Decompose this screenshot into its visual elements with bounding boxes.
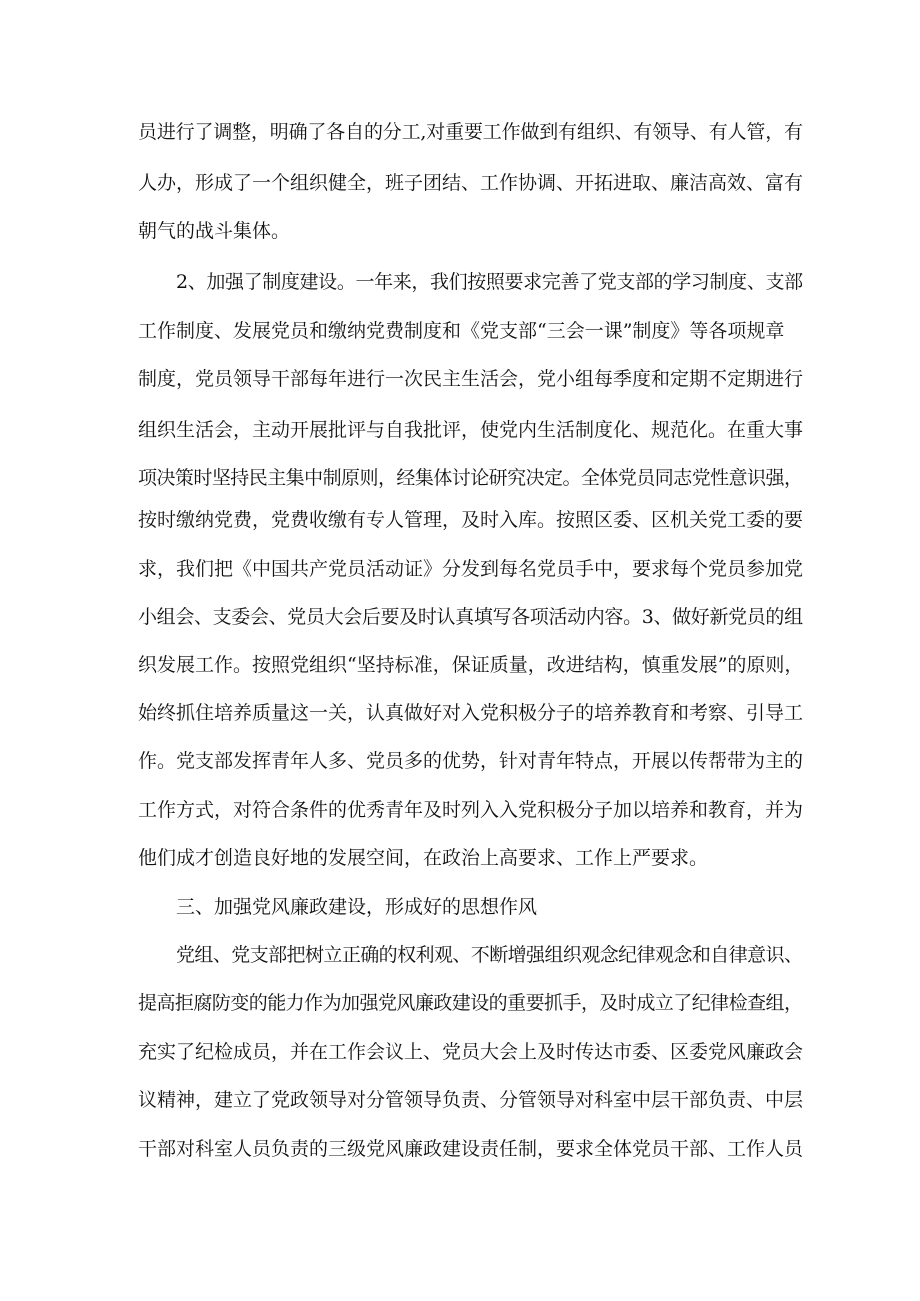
- text-line: 求，我们把《中国共产党员活动证》分发到每名党员手中，要求每个党员参加党: [138, 558, 804, 580]
- text-line: 小组会、支委会、党员大会后要及时认真填写各项活动内容。3、做好新党员的组: [138, 606, 803, 628]
- text-line: 项决策时坚持民主集中制原则，经集体讨论研究决定。全体党员同志党性意识强，: [138, 467, 803, 489]
- paragraph-heading-line: 2、加强了制度建设。一年来，我们按照要求完善了党支部的学习制度、支部: [176, 271, 803, 293]
- text-line: 织发展工作。按照党组织“坚持标准，保证质量，改进结构，慎重发展”的原则，: [138, 654, 804, 676]
- text-line: 提高拒腐防变的能力作为加强党风廉政建设的重要抓手，及时成立了纪律检查组，: [138, 992, 803, 1014]
- text-line: 他们成才创造良好地的发展空间，在政治上高要求、工作上严要求。: [138, 847, 709, 869]
- text-line: 作。党支部发挥青年人多、党员多的优势，针对青年特点，开展以传帮带为主的: [138, 750, 804, 772]
- text-line: 组织生活会，主动开展批评与自我批评，使党内生活制度化、规范化。在重大事: [138, 419, 804, 441]
- section-heading: 三、加强党风廉政建设，形成好的思想作风: [176, 896, 538, 918]
- paragraph-start-line: 党组、党支部把树立正确的权利观、不断增强组织观念纪律观念和自律意识、: [176, 944, 803, 966]
- text-line: 充实了纪检成员，并在工作会议上、党员大会上及时传达市委、区委党风廉政会: [138, 1041, 804, 1063]
- text-line: 制度，党员领导干部每年进行一次民主生活会，党小组每季度和定期不定期进行: [138, 368, 804, 390]
- text-line: 朝气的战斗集体。: [138, 220, 291, 242]
- text-line: 人办，形成了一个组织健全，班子团结、工作协调、开拓进取、廉洁高效、富有: [138, 172, 804, 194]
- text-line: 议精神，建立了党政领导对分管领导负责、分管领导对科室中层干部负责、中层: [138, 1089, 804, 1111]
- text-line: 员进行了调整，明确了各自的分工,对重要工作做到有组织、有领导、有人管，有: [138, 121, 803, 143]
- text-line: 按时缴纳党费，党费收缴有专人管理，及时入库。按照区委、区机关党工委的要: [138, 509, 804, 531]
- text-line: 始终抓住培养质量这一关，认真做好对入党积极分子的培养教育和考察、引导工: [138, 702, 804, 724]
- text-line: 工作方式，对符合条件的优秀青年及时列入入党积极分子加以培养和教育，并为: [138, 799, 804, 821]
- text-line: 工作制度、发展党员和缴纳党费制度和《党支部“三会一课”制度》等各项规章: [138, 320, 785, 342]
- text-line: 干部对科室人员负责的三级党风廉政建设责任制，要求全体党员干部、工作人员: [138, 1138, 804, 1160]
